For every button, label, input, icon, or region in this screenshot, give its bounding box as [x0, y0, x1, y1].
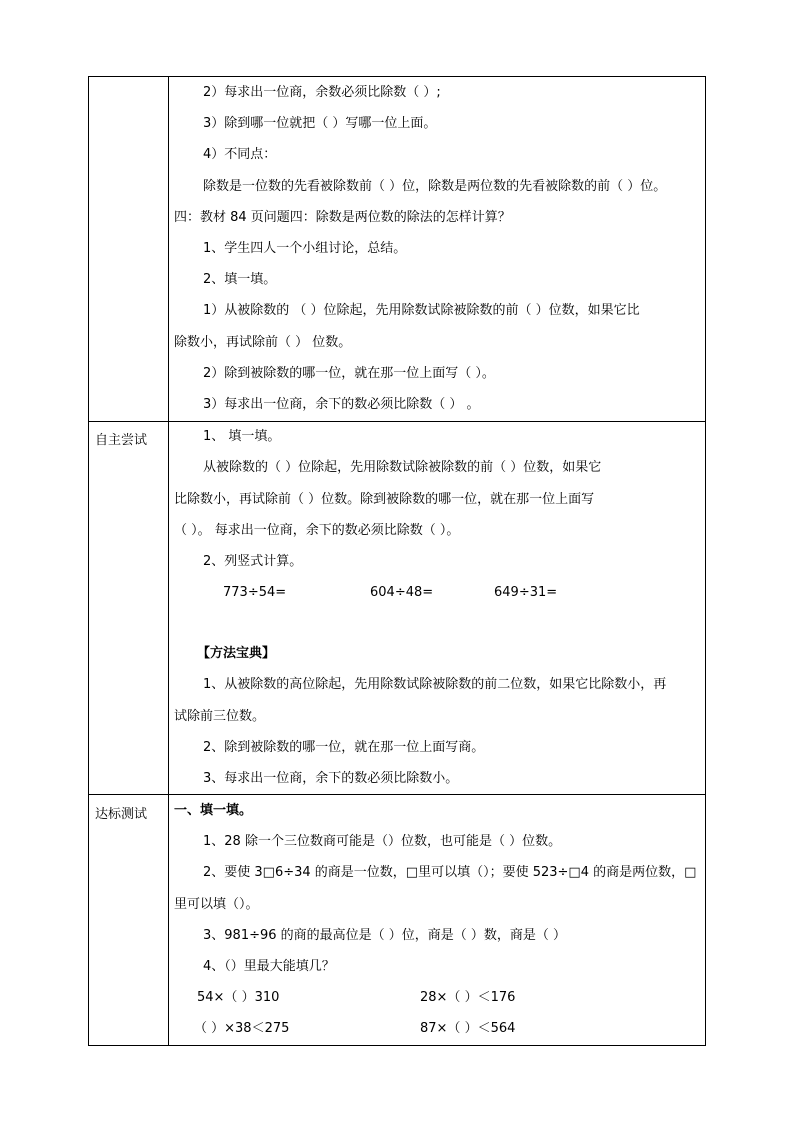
- row-divider-1: [89, 421, 705, 422]
- text-line: 2、列竖式计算。: [203, 554, 303, 569]
- text-line: 1、学生四人一个小组讨论，总结。: [203, 241, 407, 256]
- text-line: 比除数小，再试除前（ ）位数。除到被除数的哪一位，就在那一位上面写: [174, 492, 595, 507]
- test-line: 4、（）里最大能填几？: [203, 959, 335, 974]
- method-line: 1、从被除数的高位除起，先用除数试除被除数的前二位数，如果它比除数小，再: [203, 677, 667, 692]
- row-label-test: 达标测试: [95, 807, 148, 822]
- test-line: 2、要使 3□6÷34 的商是一位数，□里可以填（）；要使 523÷□4 的商是两位数，□: [203, 865, 697, 880]
- calc-item: 649÷31=: [494, 585, 558, 600]
- row-divider-2: [89, 794, 705, 795]
- text-line: 2）除到被除数的哪一位，就在那一位上面写（ ）。: [203, 366, 495, 381]
- text-line: 1）从被除数的 （ ）位除起，先用除数试除被除数的前（ ）位数，如果它比: [203, 303, 640, 318]
- text-line: 四：教材 84 页问题四：除数是两位数的除法的怎样计算？: [174, 210, 511, 225]
- method-line: 3、每求出一位商，余下的数必须比除数小。: [203, 771, 459, 786]
- text-line: 从被除数的（ ）位除起，先用除数试除被除数的前（ ）位数，如果它: [203, 460, 602, 475]
- inequality-item: 28×（ ）＜176: [420, 990, 516, 1005]
- test-line: 3、981÷96 的商的最高位是（ ）位，商是（ ）数，商是（ ）: [203, 928, 567, 943]
- text-line: 3）除到哪一位就把（ ）写哪一位上面。: [203, 116, 437, 131]
- text-line: 4）不同点：: [203, 147, 277, 162]
- text-line: 2）每求出一位商，余数必须比除数（ ）;: [203, 85, 441, 100]
- test-title: 一、填一填。: [174, 803, 253, 818]
- column-divider: [168, 77, 169, 1045]
- text-line: 除数小，再试除前（ ） 位数。: [174, 335, 352, 350]
- text-line: 3）每求出一位商，余下的数必须比除数（ ） 。: [203, 397, 480, 412]
- text-line: 1、 填一填。: [203, 429, 281, 444]
- test-line: 里可以填（）。: [174, 897, 259, 912]
- worksheet-table: [88, 76, 706, 1046]
- calc-item: 773÷54=: [223, 585, 287, 600]
- calc-item: 604÷48=: [370, 585, 434, 600]
- method-title: 【方法宝典】: [197, 646, 276, 661]
- inequality-item: 87×（ ）＜564: [420, 1021, 516, 1036]
- text-line: 2、填一填。: [203, 272, 277, 287]
- test-line: 1、28 除一个三位数商可能是（）位数，也可能是（ ）位数。: [203, 834, 562, 849]
- method-line: 2、除到被除数的哪一位，就在那一位上面写商。: [203, 740, 485, 755]
- row-label-self-try: 自主尝试: [95, 433, 148, 448]
- method-line: 试除前三位数。: [174, 709, 266, 724]
- inequality-item: 54×（ ）310: [197, 990, 280, 1005]
- text-line: （ ）。 每求出一位商，余下的数必须比除数（ ）。: [174, 523, 460, 538]
- inequality-item: （ ）×38＜275: [194, 1021, 290, 1036]
- text-line: 除数是一位数的先看被除数前（ ）位，除数是两位数的先看被除数的前（ ）位。: [203, 179, 667, 194]
